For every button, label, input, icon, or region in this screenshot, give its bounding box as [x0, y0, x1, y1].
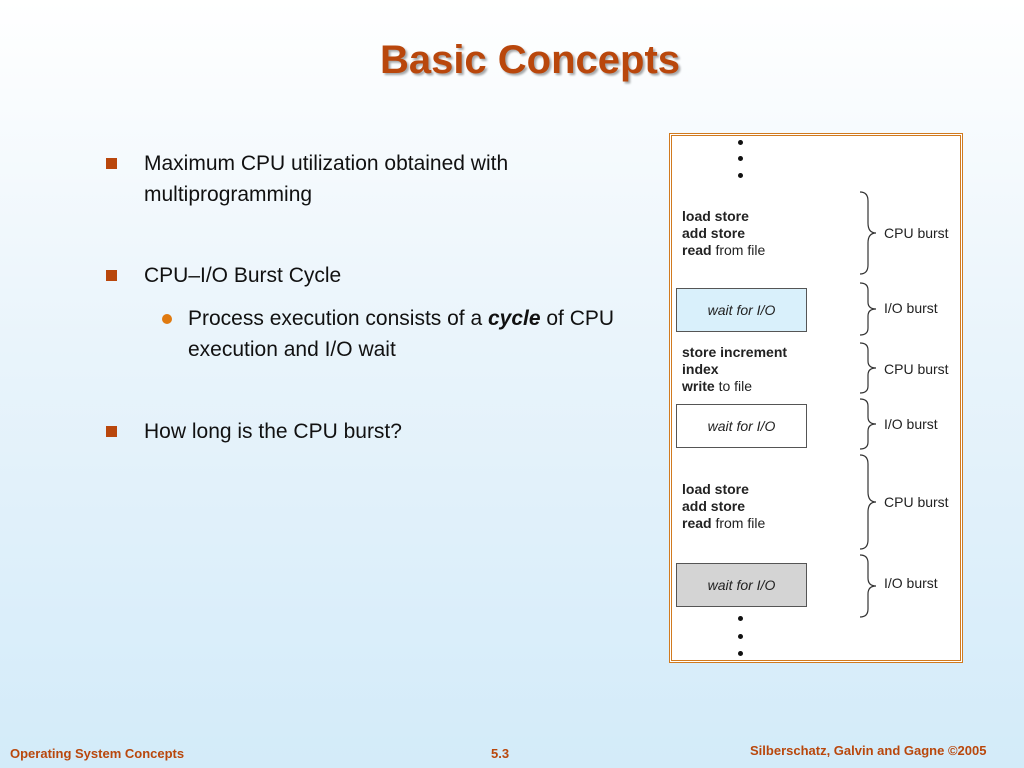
- footer-left: Operating System Concepts: [10, 746, 185, 761]
- code-block-1: load store add store read from file: [682, 208, 766, 258]
- square-bullet-icon: [106, 270, 117, 281]
- code-block-2: store increment index write to file: [682, 344, 788, 394]
- sub-bullet-text-post: of CPU execution and I/O wait: [188, 307, 615, 361]
- wait-io-box: wait for I/O: [676, 288, 807, 332]
- wait-io-box: wait for I/O: [676, 404, 807, 448]
- io-burst-label: I/O burst: [884, 575, 938, 591]
- bullet-text: How long is the CPU burst?: [144, 420, 402, 443]
- bullet-item: [104, 148, 624, 210]
- bullet-item: [104, 416, 402, 447]
- cpu-burst-label: CPU burst: [884, 361, 949, 377]
- bullet-text: Maximum CPU utilization obtained with multiprogramming: [144, 152, 509, 206]
- brace-icon: [858, 191, 882, 275]
- brace-icon: [858, 398, 882, 450]
- ellipsis-dot-icon: [738, 156, 743, 161]
- slide-number: 5.3: [491, 746, 510, 761]
- brace-icon: [858, 342, 882, 394]
- sub-bullet-text-pre: Process execution consists of a: [188, 307, 488, 330]
- io-burst-label: I/O burst: [884, 416, 938, 432]
- brace-icon: [858, 282, 882, 336]
- ellipsis-dot-icon: [738, 140, 743, 145]
- ellipsis-dot-icon: [738, 616, 743, 621]
- sub-bullet-item: [148, 303, 624, 365]
- ellipsis-dot-icon: [738, 651, 743, 656]
- cpu-burst-label: CPU burst: [884, 225, 949, 241]
- ellipsis-dot-icon: [738, 634, 743, 639]
- brace-icon: [858, 454, 882, 550]
- cpu-burst-label: CPU burst: [884, 494, 949, 510]
- wait-io-box: wait for I/O: [676, 563, 807, 607]
- ellipsis-dot-icon: [738, 173, 743, 178]
- square-bullet-icon: [106, 426, 117, 437]
- slide-title: Basic Concepts: [379, 38, 681, 82]
- io-burst-label: I/O burst: [884, 300, 938, 316]
- bullet-item: [104, 260, 341, 291]
- square-bullet-icon: [106, 158, 117, 169]
- emphasis-text: cycle: [487, 307, 541, 330]
- burst-cycle-figure: [669, 133, 963, 663]
- round-bullet-icon: [162, 314, 172, 324]
- footer-right: Silberschatz, Galvin and Gagne ©2005: [750, 743, 987, 758]
- code-block-3: load store add store read from file: [682, 481, 766, 531]
- bullet-text: CPU–I/O Burst Cycle: [144, 264, 342, 287]
- brace-icon: [858, 554, 882, 618]
